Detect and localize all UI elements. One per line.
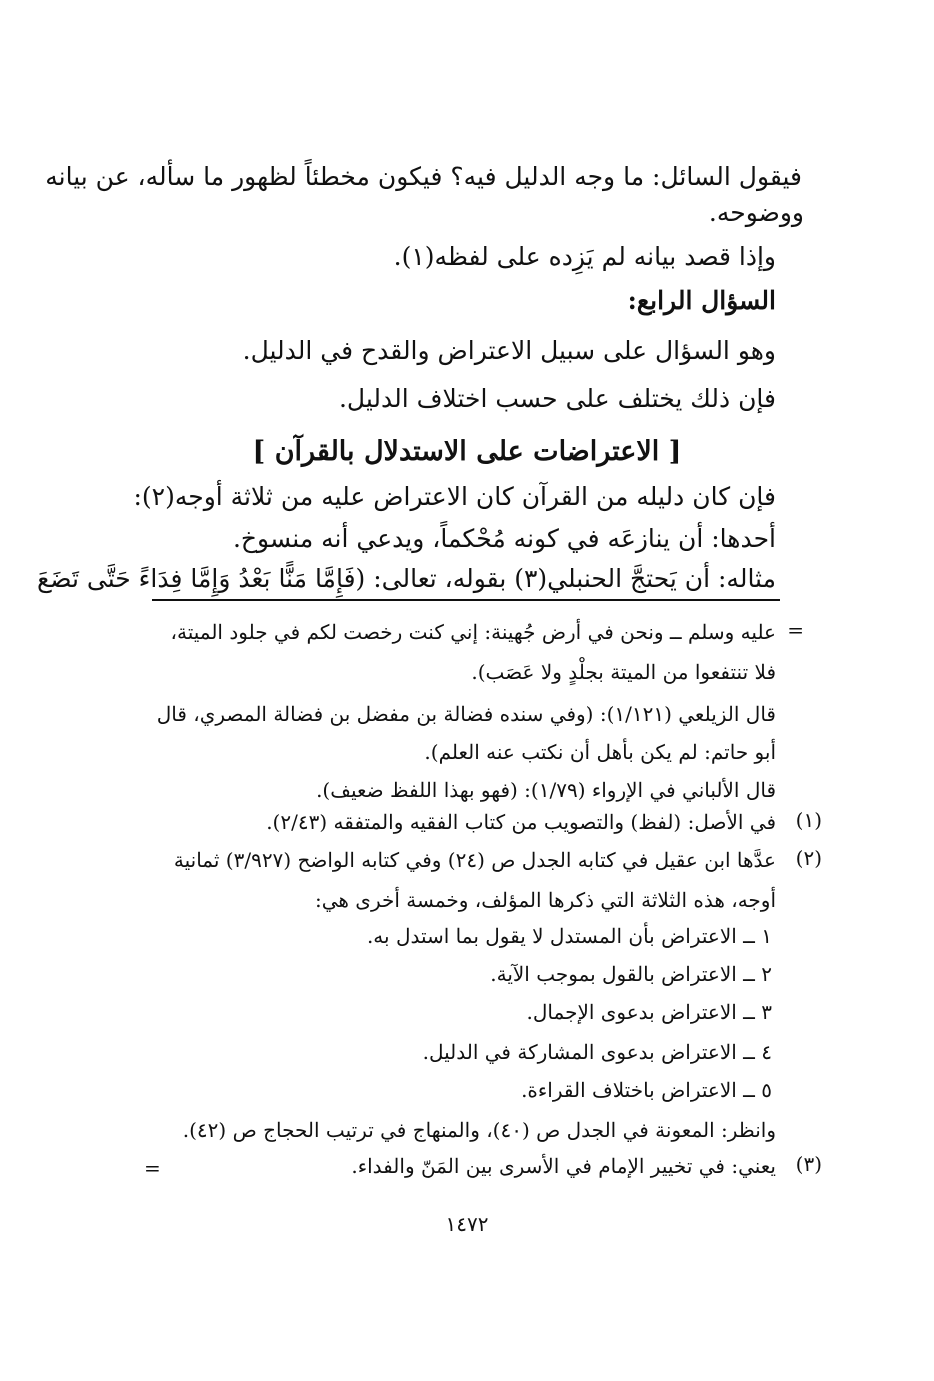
footnote-2-list-item-5: ٥ ــ الاعتراض باختلاف القراءة. — [521, 1078, 772, 1102]
footnote-3-number: (٣) — [795, 1152, 822, 1176]
footnote-continuation-marker: = — [787, 618, 804, 642]
footnote-continuation-line-3: قال الزيلعي (١/١٢١): (وفي سنده فضالة بن مفضل بن فضالة المصري، قال — [156, 702, 776, 726]
footnote-2-list-item-1: ١ ــ الاعتراض بأن المستدل لا يقول بما استدل به. — [366, 924, 772, 948]
footnote-continuation-line-5: قال الألباني في الإرواء (١/٧٩): (فهو بهذا اللفظ ضعيف). — [316, 778, 776, 802]
footnote-1-number: (١) — [795, 808, 822, 832]
body-line-8: فإن كان دليله من القرآن كان الاعتراض عليه من ثلاثة أوجه(٢): — [133, 482, 776, 511]
body-line-10: مثاله: أن يَحتجَّ الحنبلي(٣) بقوله، تعالى: (فَإِمَّا مَنًّا بَعْدُ وَإِمَّا فِدَاءً حَتَّى تَضَعَ — [36, 564, 776, 593]
footnote-separator — [152, 599, 780, 601]
body-line-1: فيقول السائل: ما وجه الدليل فيه؟ فيكون مخطئاً لظهور ما سأله، عن بيانه — [45, 162, 802, 191]
footnote-continuation-line-4: أبو حاتم: لم يكن بأهل أن نكتب عنه العلم). — [424, 740, 776, 764]
footnote-continuation-line-2: فلا تنتفعوا من الميتة بجلْدٍ ولا عَصَب). — [471, 660, 776, 684]
footnote-2-list-item-3: ٣ ــ الاعتراض بدعوى الإجمال. — [526, 1000, 772, 1024]
footnote-2-see-also: وانظر: المعونة في الجدل ص (٤٠)، والمنهاج في ترتيب الحجاج ص (٤٢). — [182, 1118, 776, 1142]
body-line-6: فإن ذلك يختلف على حسب اختلاف الدليل. — [338, 384, 776, 413]
section-heading: [ الاعتراضات على الاستدلال بالقرآن ] — [252, 436, 682, 467]
footnote-2-line-2: أوجه، هذه الثلاثة التي ذكرها المؤلف، وخمسة أخرى هي: — [314, 888, 776, 912]
body-line-9: أحدها: أن ينازعَه في كونه مُحْكماً، ويدعي أنه منسوخ. — [232, 524, 776, 553]
footnote-2-number: (٢) — [795, 846, 822, 870]
footnote-1-text: في الأصل: (لفظ) والتصويب من كتاب الفقيه والمتفقه (٢/٤٣). — [266, 810, 776, 834]
body-line-5: وهو السؤال على سبيل الاعتراض والقدح في الدليل. — [242, 336, 776, 365]
body-line-3: وإذا قصد بيانه لم يَزِده على لفظه(١). — [393, 242, 776, 271]
footnote-end-marker: = — [144, 1156, 161, 1180]
page-number: ١٤٧٢ — [445, 1212, 489, 1236]
footnote-3-text: يعني: في تخيير الإمام في الأسرى بين المَنّ والفداء. — [351, 1154, 776, 1178]
body-line-2: ووضوحه. — [708, 198, 804, 227]
footnote-continuation-line-1: عليه وسلم ــ ونحن في أرض جُهينة: إني كنت رخصت لكم في جلود الميتة، — [170, 620, 776, 644]
footnote-2-line-1: عدَّها ابن عقيل في كتابه الجدل ص (٢٤) وفي كتابه الواضح (٣/٩٢٧) ثمانية — [173, 848, 776, 872]
footnote-2-list-item-2: ٢ ــ الاعتراض بالقول بموجب الآية. — [490, 962, 772, 986]
footnote-2-list-item-4: ٤ ــ الاعتراض بدعوى المشاركة في الدليل. — [422, 1040, 772, 1064]
subheading-fourth-question: السؤال الرابع: — [627, 286, 776, 315]
